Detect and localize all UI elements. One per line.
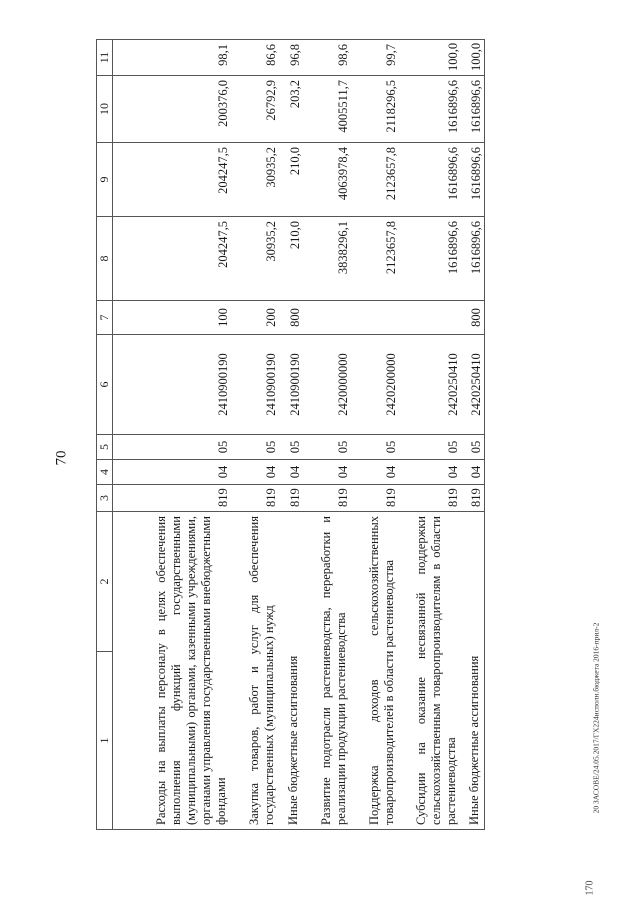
cell-expense-type	[303, 301, 351, 335]
budget-table-rotated	[96, 40, 580, 830]
cell-section: 04	[461, 460, 485, 485]
cell-subsection: 05	[113, 435, 231, 460]
cell-revised-amount: 204247,5	[113, 143, 231, 217]
cell-approved-amount: 204247,5	[113, 217, 231, 301]
cell-approved-amount: 1616896,6	[461, 217, 485, 301]
budget-table	[96, 39, 485, 830]
cell-execution-percent: 86,6	[231, 40, 279, 76]
column-header: 10	[97, 76, 113, 143]
row-description: Иные бюджетные ассигнования	[279, 512, 303, 830]
cell-executed-amount: 1616896,6	[461, 76, 485, 143]
cell-target-article: 2420200000	[351, 335, 399, 435]
cell-subsection: 05	[279, 435, 303, 460]
cell-execution-percent: 98,6	[303, 40, 351, 76]
cell-section: 04	[279, 460, 303, 485]
cell-admin-code: 819	[303, 485, 351, 512]
column-header: 8	[97, 217, 113, 301]
cell-section: 04	[303, 460, 351, 485]
cell-revised-amount: 30935,2	[231, 143, 279, 217]
cell-executed-amount: 203,2	[279, 76, 303, 143]
column-header: 9	[97, 143, 113, 217]
cell-approved-amount: 30935,2	[231, 217, 279, 301]
cell-target-article: 2410900190	[113, 335, 231, 435]
table-row	[113, 40, 231, 830]
cell-execution-percent: 96,8	[279, 40, 303, 76]
cell-expense-type	[399, 301, 461, 335]
row-description: Развитие подотрасли растениеводства, переработки и реализации продукции растениеводства	[303, 512, 351, 830]
cell-revised-amount: 210,0	[279, 143, 303, 217]
cell-admin-code: 819	[231, 485, 279, 512]
cell-admin-code: 819	[113, 485, 231, 512]
row-description: Закупка товаров, работ и услуг для обеспечения государственных (муниципальных) нужд	[231, 512, 279, 830]
row-description: Иные бюджетные ассигнования	[461, 512, 485, 830]
cell-subsection: 05	[461, 435, 485, 460]
cell-subsection: 05	[351, 435, 399, 460]
row-description: Поддержка доходов сельскохозяйственных товаропроизводителей в области растениеводства	[351, 512, 399, 830]
cell-execution-percent: 99,7	[351, 40, 399, 76]
cell-revised-amount: 4063978,4	[303, 143, 351, 217]
cell-expense-type: 800	[461, 301, 485, 335]
cell-target-article: 2410900190	[231, 335, 279, 435]
table-row	[231, 40, 279, 830]
column-header: 6	[97, 335, 113, 435]
footer-file-path: 20 ЗАСОВЕ/24.05.2017/ГХ224исполн.бюджета 2016-прил-2	[591, 622, 601, 814]
cell-admin-code: 819	[461, 485, 485, 512]
column-header: 5	[97, 435, 113, 460]
cell-target-article: 2420250410	[399, 335, 461, 435]
row-description: Субсидии на оказание несвязанной поддержки сельскохозяйственным товаропроизводителям в области растениеводства	[399, 512, 461, 830]
cell-revised-amount: 1616896,6	[461, 143, 485, 217]
table-row	[461, 40, 485, 830]
cell-approved-amount: 3838296,1	[303, 217, 351, 301]
cell-section: 04	[113, 460, 231, 485]
cell-executed-amount: 200376,0	[113, 76, 231, 143]
cell-expense-type	[351, 301, 399, 335]
column-header: 4	[97, 460, 113, 485]
cell-section: 04	[231, 460, 279, 485]
cell-subsection: 05	[231, 435, 279, 460]
table-row	[279, 40, 303, 830]
table-row	[303, 40, 351, 830]
cell-subsection: 05	[399, 435, 461, 460]
cell-expense-type: 200	[231, 301, 279, 335]
cell-admin-code: 819	[351, 485, 399, 512]
cell-admin-code: 819	[399, 485, 461, 512]
cell-execution-percent: 98,1	[113, 40, 231, 76]
row-description: Расходы на выплаты персоналу в целях обеспечения выполнения функций государственными (муниципальными) органами, казенными учреждениями, органами управления государственными внебюджетными фондами	[113, 512, 231, 830]
cell-executed-amount: 2118296,5	[351, 76, 399, 143]
column-header: 11	[97, 40, 113, 76]
column-header: 3	[97, 485, 113, 512]
table-row	[351, 40, 399, 830]
cell-executed-amount: 4005511,7	[303, 76, 351, 143]
cell-expense-type: 100	[113, 301, 231, 335]
cell-approved-amount: 2123657,8	[351, 217, 399, 301]
table-row	[399, 40, 461, 830]
cell-expense-type: 800	[279, 301, 303, 335]
cell-target-article: 2410900190	[279, 335, 303, 435]
cell-execution-percent: 100,0	[461, 40, 485, 76]
table-header-row	[97, 40, 113, 830]
cell-execution-percent: 100,0	[399, 40, 461, 76]
cell-admin-code: 819	[279, 485, 303, 512]
cell-section: 04	[351, 460, 399, 485]
cell-revised-amount: 2123657,8	[351, 143, 399, 217]
cell-target-article: 2420250410	[461, 335, 485, 435]
cell-approved-amount: 1616896,6	[399, 217, 461, 301]
corner-page-mark: 170	[584, 880, 596, 896]
cell-target-article: 2420000000	[303, 335, 351, 435]
column-header: 2	[97, 512, 113, 652]
column-header: 7	[97, 301, 113, 335]
column-header: 1	[97, 652, 113, 830]
cell-revised-amount: 1616896,6	[399, 143, 461, 217]
cell-executed-amount: 26792,9	[231, 76, 279, 143]
page-number: 70	[53, 450, 70, 466]
cell-approved-amount: 210,0	[279, 217, 303, 301]
cell-section: 04	[399, 460, 461, 485]
cell-executed-amount: 1616896,6	[399, 76, 461, 143]
cell-subsection: 05	[303, 435, 351, 460]
